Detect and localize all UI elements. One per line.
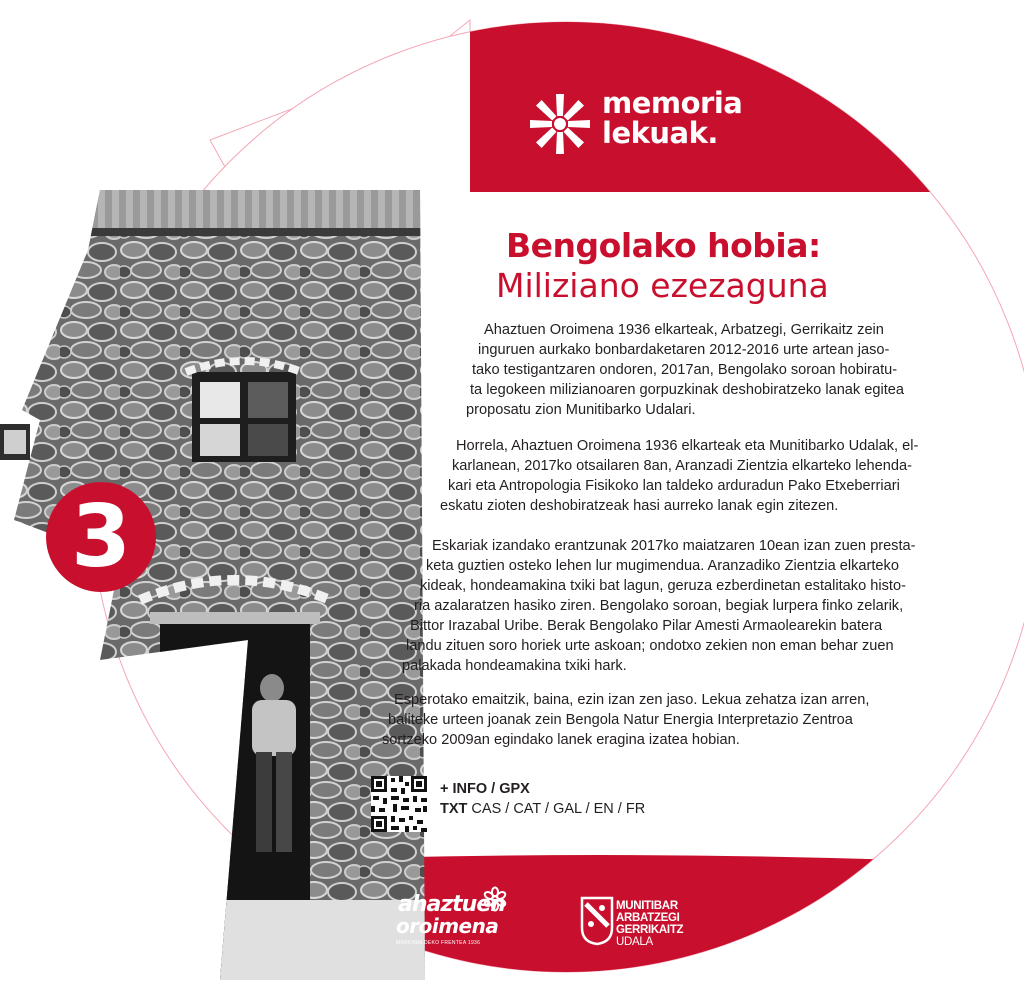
paragraph-line: Horrela, Ahaztuen Oroimena 1936 elkarteak eta Munitibarko Udalak, el- [456,438,919,454]
left-logo-small: MARKINALDEKO FRENTEA 1936 [396,940,481,946]
paragraph-line: eskatu zioten deshobiratzeak hasi aurreko lanak egin zitezen. [440,498,839,514]
paragraph-line: kari eta Antropologia Fisikoko lan taldeko arduradun Pako Etxeberriari [448,478,900,494]
paragraph-line: inguruen aurkako bonbardaketaren 2012-2016 urte artean jaso- [478,342,890,358]
right-logo-sub: UDALA [616,936,653,948]
txt-label: TXT [440,801,468,817]
paragraph-line: proposatu zion Munitibarko Udalari. [466,402,696,418]
memoria-lekuak-logo [528,88,788,168]
paragraph-4 [382,690,869,750]
house-photo [0,180,440,990]
paragraph-line: ta legokeen milizianoaren gorpuzkinak deshobiratzeko lanak egitea [470,382,905,398]
paragraph-line: palakada hondeamakina txiki hark. [402,658,627,674]
marker-number-badge: 3 [46,482,156,592]
info-gpx-link[interactable]: + INFO / GPX [440,781,530,797]
coat-of-arms-icon [580,896,614,946]
info-block [440,779,645,819]
star-burst-icon [528,92,592,156]
paragraph-line: karlanean, 2017ko otsailaren 8an, Aranzadi Zientzia elkarteko lehenda- [452,458,913,474]
page-title: Bengolako hobia: [506,226,821,265]
ahaztuen-oroimena-logo [394,886,524,958]
paragraph-line: baliteke urteen joanak zein Bengola Natur Energia Interpretazio Zentroa [388,712,853,728]
flower-icon [480,886,510,916]
paragraph-2 [440,436,918,516]
right-logo-line-2: ARBATZEGI [616,912,680,924]
paragraph-3 [402,536,916,676]
paragraph-line: sortzeko 2009an egindako lanek eragina izatea hobian. [382,732,740,748]
munitibar-council-logo [580,896,710,956]
brand-line-2: lekuak. [602,116,718,150]
paragraph-line: kideak, hondeamakina txiki bat lagun, geruza ezberdinetan estalitako histo- [420,578,906,594]
right-logo-line-1: MUNITIBAR [616,900,678,912]
left-logo-line-1: ahaztuen [398,892,505,917]
brand-line-1: memoria [602,86,743,120]
page-subtitle: Miliziano ezezaguna [496,266,829,305]
left-logo-line-2: oroimena [396,914,499,938]
paragraph-line: Bittor Irazabal Uribe. Berak Bengolako Pilar Amesti Armaolearekin batera [410,618,883,634]
paragraph-line: Eskariak izandako erantzunak 2017ko maiatzaren 10ean izan zuen presta- [432,538,916,554]
right-logo-line-3: GERRIKAITZ [616,924,684,936]
paragraph-line: ria azalaratzen hasiko ziren. Bengolako soroan, begiak lurpera finko zelarik, [414,598,904,614]
qr-code-icon[interactable] [371,776,427,832]
paragraph-line: Ahaztuen Oroimena 1936 elkarteak, Arbatzegi, Gerrikaitz zein [484,322,884,338]
paragraph-line: Esperotako emaitzik, baina, ezin izan zen jaso. Lekua zehatza izan arren, [394,692,870,708]
paragraph-line: keta guztien osteko lehen lur mugimendua. Aranzadiko Zientzia elkarteko [426,558,899,574]
language-links[interactable]: CAS / CAT / GAL / EN / FR [471,801,646,817]
paragraph-line: tako testigantzaren ondoren, 2017an, Bengolako soroan hobiratu- [472,362,898,378]
paragraph-line: landu zituen soro horiek urte askoan; ondotxo zekien non eman behar zuen [406,638,894,654]
paragraph-1 [466,320,904,420]
